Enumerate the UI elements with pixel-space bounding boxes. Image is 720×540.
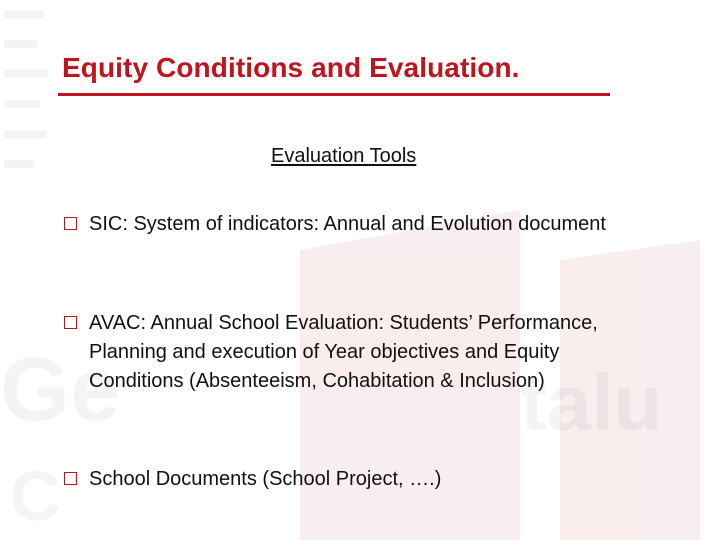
bullet-text: School Documents (School Project, ….) — [89, 468, 442, 490]
bullet-item — [62, 210, 606, 239]
svg-text:C: C — [10, 457, 61, 535]
svg-text:Ge: Ge — [0, 340, 121, 440]
svg-text:talu: talu — [520, 358, 663, 447]
bullet-item — [62, 465, 441, 494]
title-underline — [58, 93, 610, 96]
bullet-item — [62, 309, 622, 396]
bullet-text: AVAC: Annual School Evaluation: Students’ Performance, Planning and execution of Year objectives and Equity Conditions (Absenteeism, Cohabitation & Inclusion) — [89, 312, 598, 392]
square-bullet-icon — [64, 316, 77, 329]
bullet-text: SIC: System of indicators: Annual and Evolution document — [89, 213, 606, 235]
square-bullet-icon — [64, 217, 77, 230]
square-bullet-icon — [64, 472, 77, 485]
slide-title: Equity Conditions and Evaluation. — [62, 52, 520, 83]
slide-subtitle: Evaluation Tools — [271, 145, 417, 167]
